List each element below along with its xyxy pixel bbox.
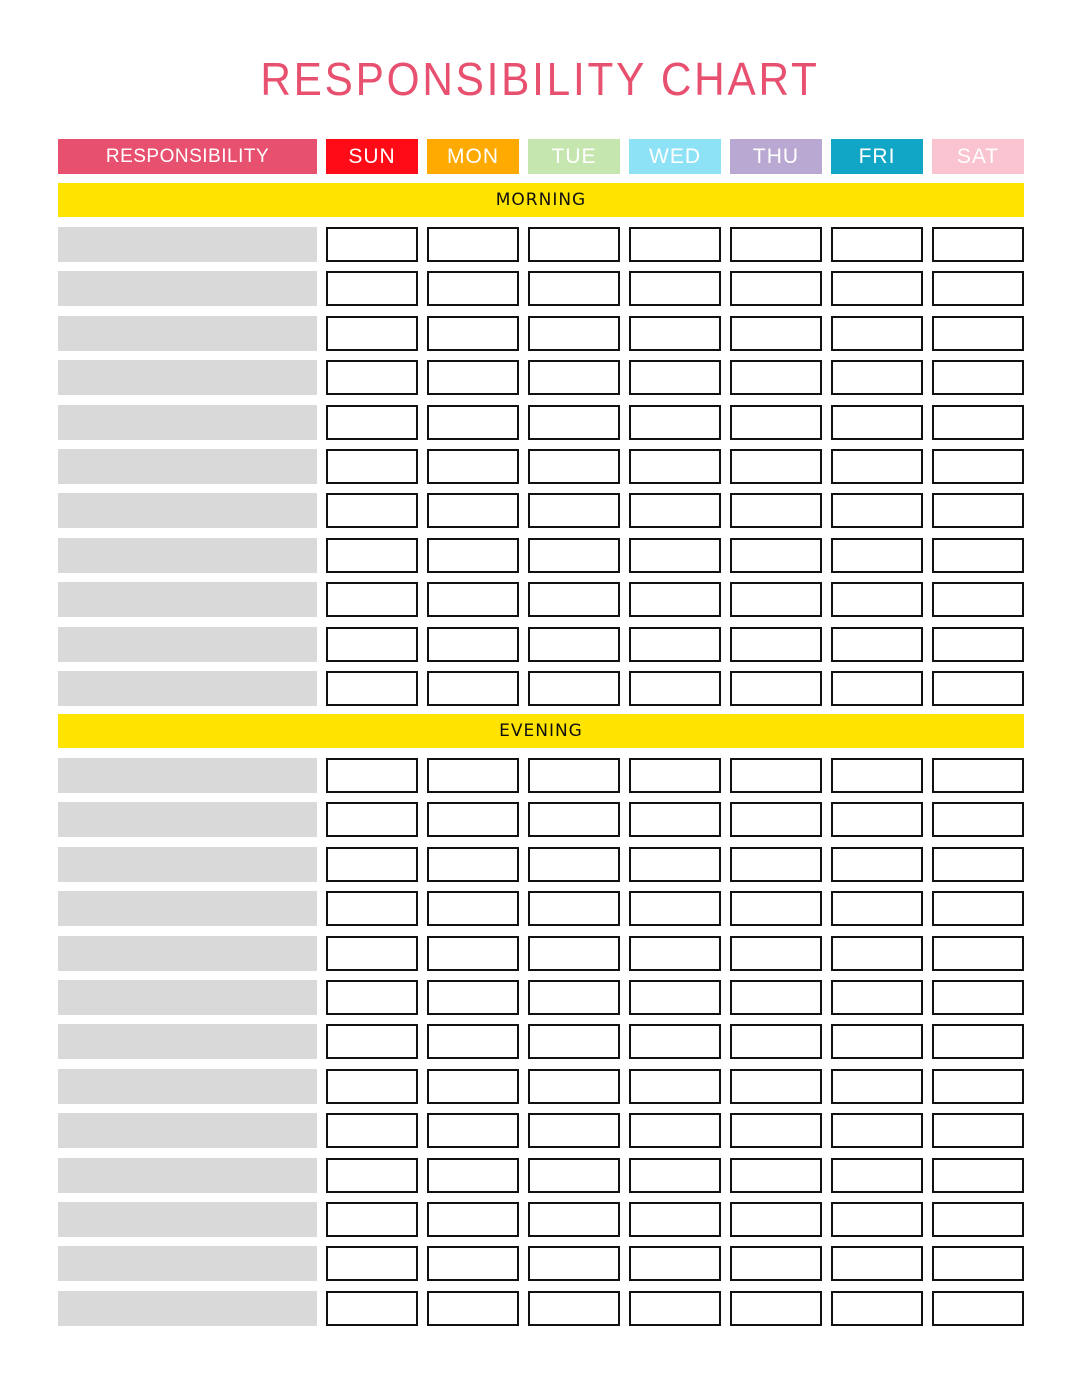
day-checkbox-sun[interactable] <box>326 582 418 617</box>
day-checkbox-fri[interactable] <box>831 1202 923 1237</box>
day-checkbox-thu[interactable] <box>730 627 822 662</box>
day-checkbox-wed[interactable] <box>629 758 721 793</box>
responsibility-input[interactable] <box>58 802 317 837</box>
day-checkbox-tue[interactable] <box>528 1113 620 1148</box>
day-checkbox-sat[interactable] <box>932 1291 1024 1326</box>
responsibility-input[interactable] <box>58 847 317 882</box>
day-checkbox-mon[interactable] <box>427 1291 519 1326</box>
day-checkbox-fri[interactable] <box>831 271 923 306</box>
day-checkbox-wed[interactable] <box>629 227 721 262</box>
day-checkbox-thu[interactable] <box>730 1202 822 1237</box>
day-checkbox-mon[interactable] <box>427 360 519 395</box>
day-checkbox-mon[interactable] <box>427 582 519 617</box>
responsibility-input[interactable] <box>58 1024 317 1059</box>
day-checkbox-sun[interactable] <box>326 271 418 306</box>
day-checkbox-thu[interactable] <box>730 1024 822 1059</box>
day-checkbox-sun[interactable] <box>326 1113 418 1148</box>
day-checkbox-wed[interactable] <box>629 405 721 440</box>
day-checkbox-fri[interactable] <box>831 538 923 573</box>
day-checkbox-fri[interactable] <box>831 405 923 440</box>
day-checkbox-wed[interactable] <box>629 1246 721 1281</box>
day-checkbox-fri[interactable] <box>831 227 923 262</box>
day-checkbox-sun[interactable] <box>326 627 418 662</box>
day-checkbox-fri[interactable] <box>831 493 923 528</box>
day-checkbox-tue[interactable] <box>528 1202 620 1237</box>
day-checkbox-fri[interactable] <box>831 1246 923 1281</box>
day-checkbox-sun[interactable] <box>326 1202 418 1237</box>
day-checkbox-thu[interactable] <box>730 936 822 971</box>
day-checkbox-wed[interactable] <box>629 891 721 926</box>
day-checkbox-thu[interactable] <box>730 758 822 793</box>
responsibility-input[interactable] <box>58 1069 317 1104</box>
day-checkbox-thu[interactable] <box>730 449 822 484</box>
day-checkbox-fri[interactable] <box>831 802 923 837</box>
day-checkbox-mon[interactable] <box>427 271 519 306</box>
day-checkbox-thu[interactable] <box>730 493 822 528</box>
day-checkbox-sat[interactable] <box>932 1024 1024 1059</box>
day-checkbox-mon[interactable] <box>427 891 519 926</box>
day-checkbox-sat[interactable] <box>932 980 1024 1015</box>
responsibility-input[interactable] <box>58 891 317 926</box>
day-checkbox-tue[interactable] <box>528 936 620 971</box>
day-checkbox-wed[interactable] <box>629 671 721 706</box>
day-checkbox-tue[interactable] <box>528 360 620 395</box>
responsibility-input[interactable] <box>58 1246 317 1281</box>
header-wed: WED <box>629 139 721 174</box>
day-checkbox-sat[interactable] <box>932 227 1024 262</box>
day-checkbox-sun[interactable] <box>326 802 418 837</box>
day-checkbox-mon[interactable] <box>427 1246 519 1281</box>
day-checkbox-tue[interactable] <box>528 1246 620 1281</box>
day-checkbox-fri[interactable] <box>831 360 923 395</box>
day-checkbox-sat[interactable] <box>932 802 1024 837</box>
day-checkbox-wed[interactable] <box>629 802 721 837</box>
day-checkbox-tue[interactable] <box>528 405 620 440</box>
day-checkbox-thu[interactable] <box>730 405 822 440</box>
day-checkbox-tue[interactable] <box>528 538 620 573</box>
header-fri: FRI <box>831 139 923 174</box>
day-checkbox-thu[interactable] <box>730 227 822 262</box>
header-mon: MON <box>427 139 519 174</box>
day-checkbox-mon[interactable] <box>427 847 519 882</box>
day-checkbox-fri[interactable] <box>831 316 923 351</box>
day-checkbox-sat[interactable] <box>932 360 1024 395</box>
day-checkbox-sat[interactable] <box>932 1158 1024 1193</box>
day-checkbox-wed[interactable] <box>629 847 721 882</box>
day-checkbox-fri[interactable] <box>831 847 923 882</box>
day-checkbox-sun[interactable] <box>326 316 418 351</box>
day-checkbox-sat[interactable] <box>932 1113 1024 1148</box>
day-checkbox-tue[interactable] <box>528 1291 620 1326</box>
day-checkbox-sat[interactable] <box>932 936 1024 971</box>
day-checkbox-thu[interactable] <box>730 671 822 706</box>
day-checkbox-sat[interactable] <box>932 1069 1024 1104</box>
day-checkbox-thu[interactable] <box>730 316 822 351</box>
day-checkbox-sun[interactable] <box>326 538 418 573</box>
day-checkbox-tue[interactable] <box>528 227 620 262</box>
responsibility-input[interactable] <box>58 1158 317 1193</box>
day-checkbox-sat[interactable] <box>932 1246 1024 1281</box>
day-checkbox-thu[interactable] <box>730 980 822 1015</box>
responsibility-input[interactable] <box>58 936 317 971</box>
day-checkbox-mon[interactable] <box>427 227 519 262</box>
day-checkbox-wed[interactable] <box>629 316 721 351</box>
day-checkbox-sat[interactable] <box>932 582 1024 617</box>
day-checkbox-wed[interactable] <box>629 1024 721 1059</box>
day-checkbox-sun[interactable] <box>326 1291 418 1326</box>
day-checkbox-tue[interactable] <box>528 1069 620 1104</box>
day-checkbox-mon[interactable] <box>427 1069 519 1104</box>
section-evening: EVENING <box>58 714 1024 748</box>
responsibility-input[interactable] <box>58 1202 317 1237</box>
responsibility-input[interactable] <box>58 758 317 793</box>
responsibility-input[interactable] <box>58 1291 317 1326</box>
day-checkbox-fri[interactable] <box>831 980 923 1015</box>
day-checkbox-mon[interactable] <box>427 671 519 706</box>
day-checkbox-mon[interactable] <box>427 1024 519 1059</box>
day-checkbox-sun[interactable] <box>326 449 418 484</box>
day-checkbox-sun[interactable] <box>326 758 418 793</box>
responsibility-input[interactable] <box>58 493 317 528</box>
day-checkbox-wed[interactable] <box>629 627 721 662</box>
day-checkbox-sun[interactable] <box>326 1069 418 1104</box>
day-checkbox-sun[interactable] <box>326 671 418 706</box>
day-checkbox-tue[interactable] <box>528 847 620 882</box>
day-checkbox-sat[interactable] <box>932 627 1024 662</box>
day-checkbox-mon[interactable] <box>427 405 519 440</box>
header-tue: TUE <box>528 139 620 174</box>
day-checkbox-tue[interactable] <box>528 1024 620 1059</box>
responsibility-input[interactable] <box>58 227 317 262</box>
day-checkbox-tue[interactable] <box>528 1158 620 1193</box>
day-checkbox-fri[interactable] <box>831 1113 923 1148</box>
day-checkbox-fri[interactable] <box>831 627 923 662</box>
day-checkbox-wed[interactable] <box>629 1202 721 1237</box>
day-checkbox-tue[interactable] <box>528 980 620 1015</box>
day-checkbox-wed[interactable] <box>629 1158 721 1193</box>
day-checkbox-thu[interactable] <box>730 582 822 617</box>
day-checkbox-mon[interactable] <box>427 936 519 971</box>
day-checkbox-mon[interactable] <box>427 538 519 573</box>
responsibility-input[interactable] <box>58 449 317 484</box>
day-checkbox-sat[interactable] <box>932 758 1024 793</box>
day-checkbox-mon[interactable] <box>427 1113 519 1148</box>
responsibility-input[interactable] <box>58 405 317 440</box>
day-checkbox-sun[interactable] <box>326 1246 418 1281</box>
day-checkbox-tue[interactable] <box>528 493 620 528</box>
day-checkbox-sun[interactable] <box>326 980 418 1015</box>
day-checkbox-wed[interactable] <box>629 1113 721 1148</box>
day-checkbox-thu[interactable] <box>730 1158 822 1193</box>
day-checkbox-thu[interactable] <box>730 1069 822 1104</box>
day-checkbox-mon[interactable] <box>427 316 519 351</box>
responsibility-input[interactable] <box>58 627 317 662</box>
day-checkbox-thu[interactable] <box>730 1246 822 1281</box>
day-checkbox-fri[interactable] <box>831 582 923 617</box>
day-checkbox-mon[interactable] <box>427 493 519 528</box>
day-checkbox-sun[interactable] <box>326 405 418 440</box>
day-checkbox-wed[interactable] <box>629 449 721 484</box>
responsibility-input[interactable] <box>58 582 317 617</box>
day-checkbox-sun[interactable] <box>326 936 418 971</box>
day-checkbox-sat[interactable] <box>932 1202 1024 1237</box>
day-checkbox-thu[interactable] <box>730 802 822 837</box>
responsibility-input[interactable] <box>58 671 317 706</box>
day-checkbox-thu[interactable] <box>730 1291 822 1326</box>
day-checkbox-tue[interactable] <box>528 316 620 351</box>
day-checkbox-wed[interactable] <box>629 1069 721 1104</box>
day-checkbox-sun[interactable] <box>326 227 418 262</box>
day-checkbox-fri[interactable] <box>831 1158 923 1193</box>
day-checkbox-wed[interactable] <box>629 360 721 395</box>
day-checkbox-sat[interactable] <box>932 493 1024 528</box>
day-checkbox-sun[interactable] <box>326 360 418 395</box>
responsibility-input[interactable] <box>58 980 317 1015</box>
responsibility-input[interactable] <box>58 316 317 351</box>
day-checkbox-tue[interactable] <box>528 582 620 617</box>
day-checkbox-thu[interactable] <box>730 891 822 926</box>
section-morning: MORNING <box>58 183 1024 217</box>
day-checkbox-mon[interactable] <box>427 758 519 793</box>
header-responsibility: RESPONSIBILITY <box>58 139 317 174</box>
day-checkbox-thu[interactable] <box>730 538 822 573</box>
day-checkbox-sun[interactable] <box>326 493 418 528</box>
day-checkbox-tue[interactable] <box>528 802 620 837</box>
day-checkbox-mon[interactable] <box>427 1202 519 1237</box>
day-checkbox-fri[interactable] <box>831 449 923 484</box>
day-checkbox-mon[interactable] <box>427 1158 519 1193</box>
day-checkbox-tue[interactable] <box>528 449 620 484</box>
responsibility-input[interactable] <box>58 1113 317 1148</box>
page-title: RESPONSIBILITY CHART <box>260 53 820 105</box>
day-checkbox-sat[interactable] <box>932 405 1024 440</box>
day-checkbox-thu[interactable] <box>730 847 822 882</box>
day-checkbox-mon[interactable] <box>427 627 519 662</box>
day-checkbox-wed[interactable] <box>629 936 721 971</box>
day-checkbox-sat[interactable] <box>932 316 1024 351</box>
responsibility-input[interactable] <box>58 360 317 395</box>
day-checkbox-wed[interactable] <box>629 271 721 306</box>
day-checkbox-sat[interactable] <box>932 891 1024 926</box>
day-checkbox-fri[interactable] <box>831 891 923 926</box>
day-checkbox-sat[interactable] <box>932 449 1024 484</box>
day-checkbox-tue[interactable] <box>528 891 620 926</box>
day-checkbox-thu[interactable] <box>730 271 822 306</box>
day-checkbox-fri[interactable] <box>831 758 923 793</box>
day-checkbox-fri[interactable] <box>831 1291 923 1326</box>
responsibility-input[interactable] <box>58 538 317 573</box>
header-thu: THU <box>730 139 822 174</box>
day-checkbox-sun[interactable] <box>326 1024 418 1059</box>
header-sat: SAT <box>932 139 1024 174</box>
day-checkbox-mon[interactable] <box>427 802 519 837</box>
day-checkbox-fri[interactable] <box>831 936 923 971</box>
day-checkbox-tue[interactable] <box>528 758 620 793</box>
day-checkbox-tue[interactable] <box>528 671 620 706</box>
day-checkbox-wed[interactable] <box>629 493 721 528</box>
day-checkbox-fri[interactable] <box>831 671 923 706</box>
day-checkbox-wed[interactable] <box>629 1291 721 1326</box>
day-checkbox-sun[interactable] <box>326 847 418 882</box>
day-checkbox-mon[interactable] <box>427 980 519 1015</box>
day-checkbox-thu[interactable] <box>730 360 822 395</box>
day-checkbox-tue[interactable] <box>528 271 620 306</box>
day-checkbox-sat[interactable] <box>932 847 1024 882</box>
day-checkbox-thu[interactable] <box>730 1113 822 1148</box>
day-checkbox-sat[interactable] <box>932 271 1024 306</box>
header-sun: SUN <box>326 139 418 174</box>
responsibility-input[interactable] <box>58 271 317 306</box>
day-checkbox-wed[interactable] <box>629 582 721 617</box>
day-checkbox-wed[interactable] <box>629 538 721 573</box>
day-checkbox-fri[interactable] <box>831 1024 923 1059</box>
day-checkbox-wed[interactable] <box>629 980 721 1015</box>
day-checkbox-sun[interactable] <box>326 891 418 926</box>
day-checkbox-sat[interactable] <box>932 671 1024 706</box>
day-checkbox-tue[interactable] <box>528 627 620 662</box>
day-checkbox-sat[interactable] <box>932 538 1024 573</box>
day-checkbox-sun[interactable] <box>326 1158 418 1193</box>
day-checkbox-fri[interactable] <box>831 1069 923 1104</box>
day-checkbox-mon[interactable] <box>427 449 519 484</box>
